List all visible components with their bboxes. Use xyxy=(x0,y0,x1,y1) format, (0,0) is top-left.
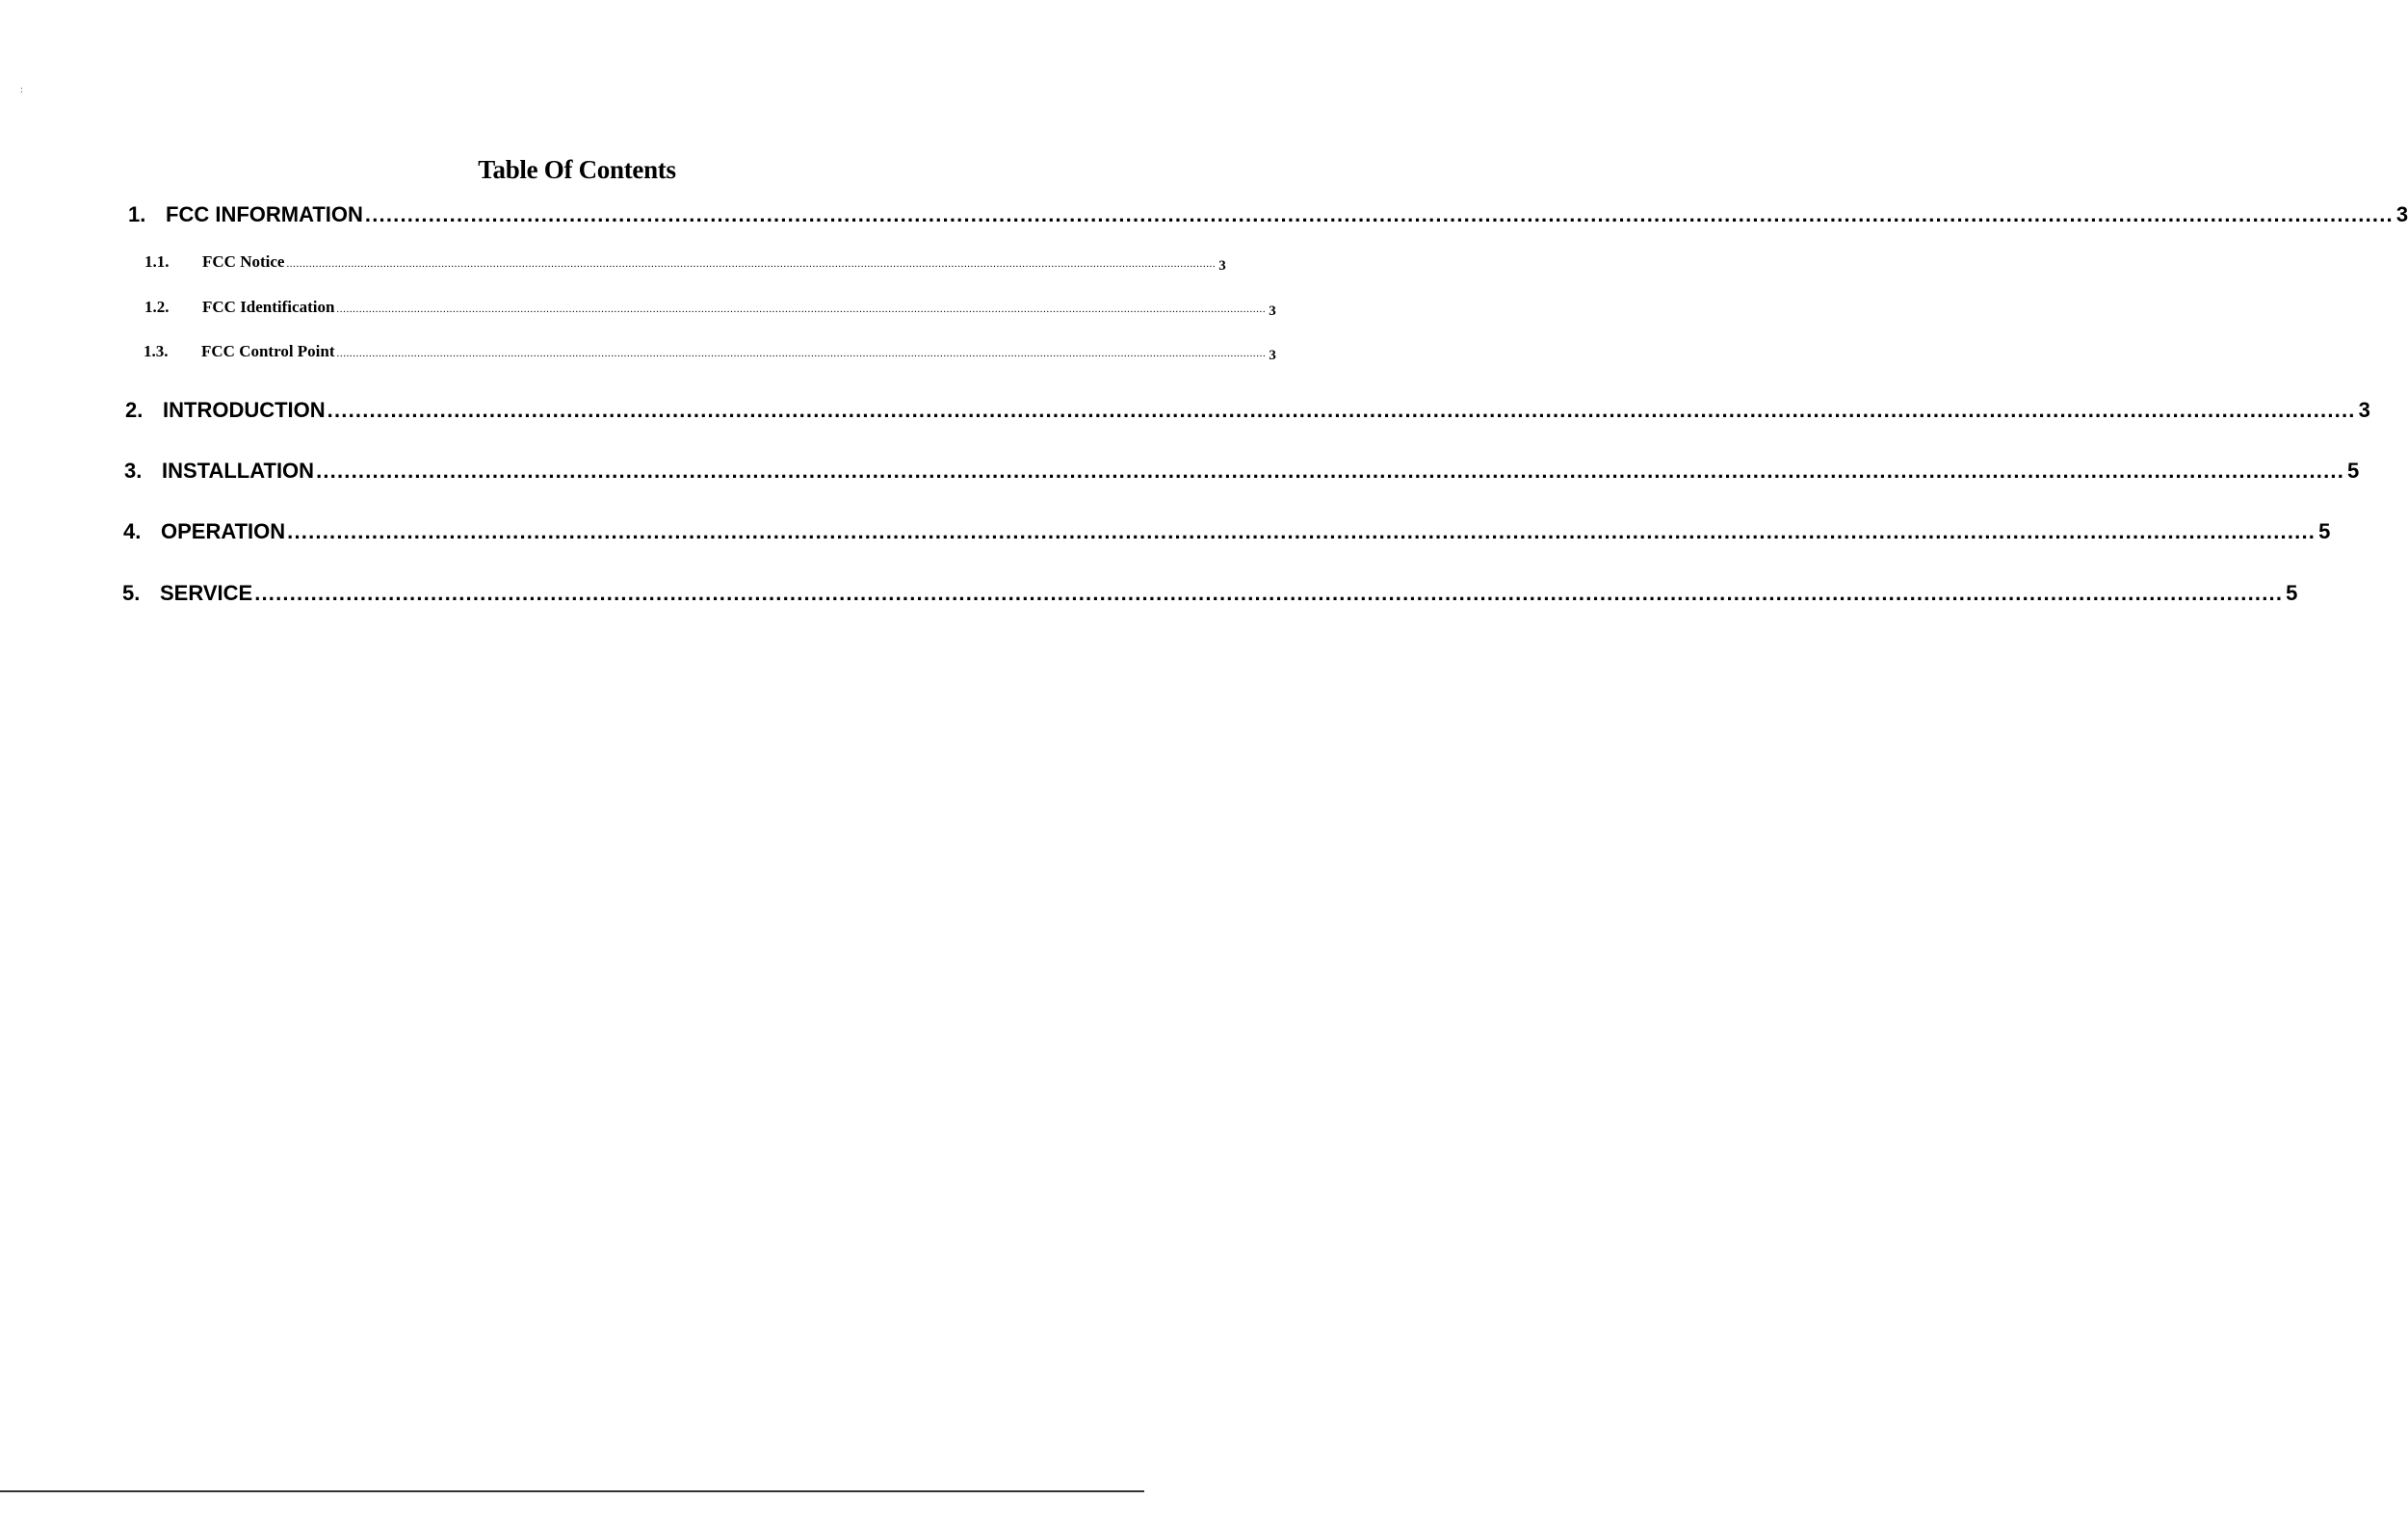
toc-page-number: 3 xyxy=(2358,398,2370,422)
toc-dot-leader: ................................................................................................................................................................................................................................................................................................ xyxy=(286,258,1217,270)
footer-rule xyxy=(0,1490,1144,1492)
toc-dot-leader: ................................................................................................................................................................................................................................................................................................ xyxy=(316,459,2345,483)
toc-entry-number: 1.3. xyxy=(144,342,169,360)
toc-entry-number: 1.1. xyxy=(144,252,170,271)
toc-entry-introduction[interactable] xyxy=(125,398,2370,431)
toc-page-number: 5 xyxy=(2347,459,2360,483)
toc-entry-fcc-identification[interactable] xyxy=(144,298,1276,325)
toc-entry-fcc-control-point[interactable] xyxy=(144,342,1276,369)
toc-page-number: 3 xyxy=(2395,202,2408,226)
toc-entry-number: 4. xyxy=(123,519,142,543)
toc-entry-fcc-information[interactable] xyxy=(128,202,2408,235)
toc-dot-leader: ................................................................................................................................................................................................................................................................................................ xyxy=(287,519,2316,543)
toc-entry-label: FCC INFORMATION xyxy=(166,202,363,226)
toc-dot-leader: ................................................................................................................................................................................................................................................................................................ xyxy=(364,202,2394,226)
toc-entry-label: FCC Notice xyxy=(202,252,285,271)
toc-page-number: 3 xyxy=(1269,303,1276,319)
toc-entry-label: INSTALLATION xyxy=(162,459,315,483)
toc-entry-label: SERVICE xyxy=(160,581,253,605)
toc-entry-label: FCC Control Point xyxy=(201,342,335,360)
toc-entry-number: 3. xyxy=(124,459,143,483)
toc-page-number: 5 xyxy=(2286,581,2298,605)
toc-entry-fcc-notice[interactable] xyxy=(144,252,1226,279)
toc-entry-installation[interactable] xyxy=(124,459,2360,491)
toc-entry-label: OPERATION xyxy=(161,519,286,543)
toc-entry-label: FCC Identification xyxy=(202,298,335,316)
toc-entry-number: 5. xyxy=(122,581,141,605)
toc-dot-leader: ................................................................................................................................................................................................................................................................................................ xyxy=(336,348,1267,359)
toc-entry-operation[interactable] xyxy=(123,519,2331,552)
page-title: Table Of Contents xyxy=(478,155,676,185)
toc-dot-leader: ................................................................................................................................................................................................................................................................................................ xyxy=(254,581,2284,605)
toc-entry-label: INTRODUCTION xyxy=(163,398,326,422)
toc-entry-number: 2. xyxy=(125,398,144,422)
toc-dot-leader: ................................................................................................................................................................................................................................................................................................ xyxy=(327,398,2356,422)
toc-page-number: 3 xyxy=(1218,258,1226,274)
toc-page-number: 3 xyxy=(1269,348,1276,363)
toc-entry-number: 1. xyxy=(128,202,146,226)
toc-entry-number: 1.2. xyxy=(144,298,170,316)
corner-mark: : xyxy=(20,85,23,95)
toc-page-number: 5 xyxy=(2318,519,2331,543)
toc-dot-leader: ................................................................................................................................................................................................................................................................................................ xyxy=(336,303,1267,315)
toc-entry-service[interactable] xyxy=(122,581,2298,614)
